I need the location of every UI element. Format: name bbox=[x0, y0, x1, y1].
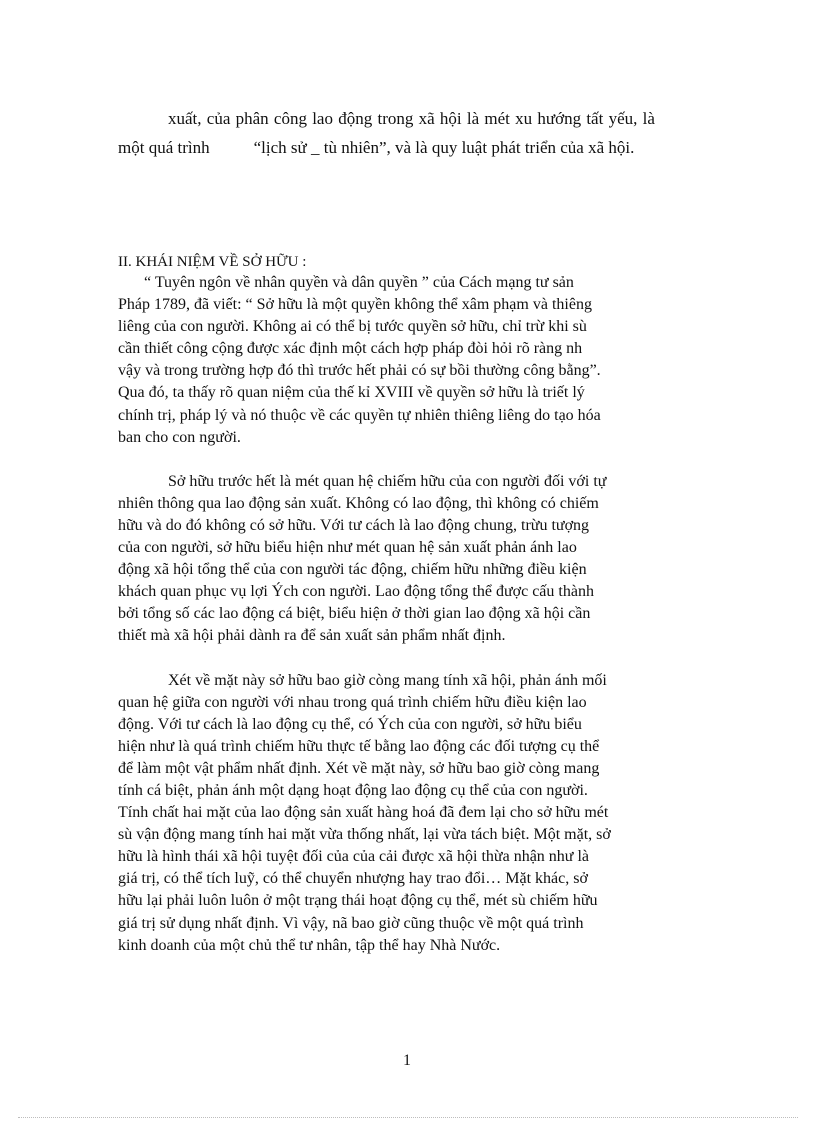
paragraph-1-line-4: cần thiết công cộng được xác định một cách hợp pháp đòi hỏi rõ ràng nh bbox=[118, 340, 583, 358]
paragraph-1-line-5: vậy và trong trường hợp đó thì trước hết phải có sự bồi thường công bằng”. bbox=[118, 362, 601, 380]
paragraph-3-line-7: Tính chất hai mặt của lao động sản xuất hàng hoá đã đem lại cho sở hữu mét bbox=[118, 804, 609, 822]
paragraph-1-line-1: “ Tuyên ngôn về nhân quyền và dân quyền ” của Cách mạng tư sản bbox=[144, 274, 574, 291]
document-body bbox=[118, 272, 693, 957]
paragraph-3-line-12: giá trị sử dụng nhất định. Vì vậy, nã bao giờ cũng thuộc về một quá trình bbox=[118, 914, 584, 932]
section-heading: II. KHÁI NIỆM VỀ SỞ HỮU : bbox=[118, 254, 307, 270]
paragraph-3-line-13: kinh doanh của một chủ thể tư nhân, tập thể hay Nhà Nước. bbox=[118, 936, 501, 954]
paragraph-1 bbox=[118, 272, 693, 449]
paragraph-3-line-3: động. Với tư cách là lao động cụ thể, có Ých của con người, sở hữu biểu bbox=[118, 715, 582, 733]
paragraph-1-line-6: Qua đó, ta thấy rõ quan niệm của thế kỉ XVIII về quyền sở hữu là triết lý bbox=[118, 384, 585, 402]
paragraph-2 bbox=[118, 471, 693, 648]
paragraph-2-line-3: hữu và do đó không có sở hữu. Với tư cách là lao động chung, trừu tượng bbox=[118, 516, 590, 534]
paragraph-3-line-9: hữu là hình thái xã hội tuyệt đối của của cải được xã hội thừa nhận như là bbox=[118, 848, 590, 866]
paragraph-3-line-10: giá trị, có thể tích luỹ, có thể chuyển nhượng hay trao đổi… Mặt khác, sở bbox=[118, 870, 588, 888]
paragraph-2-line-7: bởi tổng số các lao động cá biệt, biểu hiện ở thời gian lao động xã hội cần bbox=[118, 605, 591, 623]
paragraph-2-line-2: nhiên thông qua lao động sản xuất. Không có lao động, thì không có chiếm bbox=[118, 494, 599, 512]
intro-line-2-part-b: “lịch sử _ tù nhiên”, và là quy luật phát triển của xã hội. bbox=[253, 138, 635, 157]
paragraph-3-line-6: tính cá biệt, phản ánh một dạng hoạt động lao động cụ thể của con người. bbox=[118, 781, 588, 799]
paragraph-3-line-2: quan hệ giữa con người với nhau trong quá trình chiếm hữu điều kiện lao bbox=[118, 693, 587, 711]
page-bottom-divider bbox=[18, 1117, 798, 1118]
paragraph-2-line-5: động xã hội tổng thể của con người tác động, chiếm hữu những điều kiện bbox=[118, 561, 587, 579]
paragraph-3-line-1: Xét về mặt này sở hữu bao giờ còng mang tính xã hội, phản ánh mối bbox=[168, 671, 607, 689]
intro-line-2 bbox=[118, 133, 703, 162]
paragraph-2-line-8: thiết mà xã hội phải dành ra để sản xuất sản phẩm nhất định. bbox=[118, 627, 506, 645]
paragraph-3 bbox=[118, 670, 693, 957]
paragraph-2-line-4: của con người, sở hữu biểu hiện như mét quan hệ sản xuất phản ánh lao bbox=[118, 539, 577, 557]
page-number: 1 bbox=[403, 1052, 411, 1069]
paragraph-1-line-7: chính trị, pháp lý và nó thuộc về các quyền tự nhiên thiêng liêng do tạo hóa bbox=[118, 406, 601, 424]
intro-line-1: xuất, của phân công lao động trong xã hội là mét xu hướng tất yếu, là bbox=[168, 109, 655, 128]
intro-paragraph bbox=[118, 104, 703, 162]
paragraph-2-line-1: Sở hữu trước hết là mét quan hệ chiếm hữu của con người đối với tự bbox=[168, 472, 607, 490]
paragraph-3-line-8: sù vận động mang tính hai mặt vừa thống nhất, lại vừa tách biệt. Một mặt, sở bbox=[118, 826, 611, 844]
paragraph-3-line-5: để làm một vật phẩm nhất định. Xét về mặt này, sở hữu bao giờ còng mang bbox=[118, 759, 600, 777]
paragraph-3-line-11: hữu lại phải luôn luôn ở một trạng thái hoạt động cụ thể, mét sù chiếm hữu bbox=[118, 892, 598, 910]
paragraph-3-line-4: hiện như là quá trình chiếm hữu thực tế bằng lao động các đối tượng cụ thể bbox=[118, 737, 600, 755]
paragraph-2-line-6: khách quan phục vụ lợi Ých con người. Lao động tổng thể được cấu thành bbox=[118, 583, 594, 601]
intro-line-2-part-a: một quá trình bbox=[118, 138, 210, 157]
paragraph-1-line-2: Pháp 1789, đã viết: “ Sở hữu là một quyền không thể xâm phạm và thiêng bbox=[118, 296, 592, 314]
paragraph-1-line-3: liêng của con người. Không ai có thể bị tước quyền sở hữu, chỉ trừ khi sù bbox=[118, 318, 587, 336]
paragraph-1-line-8: ban cho con người. bbox=[118, 428, 241, 446]
